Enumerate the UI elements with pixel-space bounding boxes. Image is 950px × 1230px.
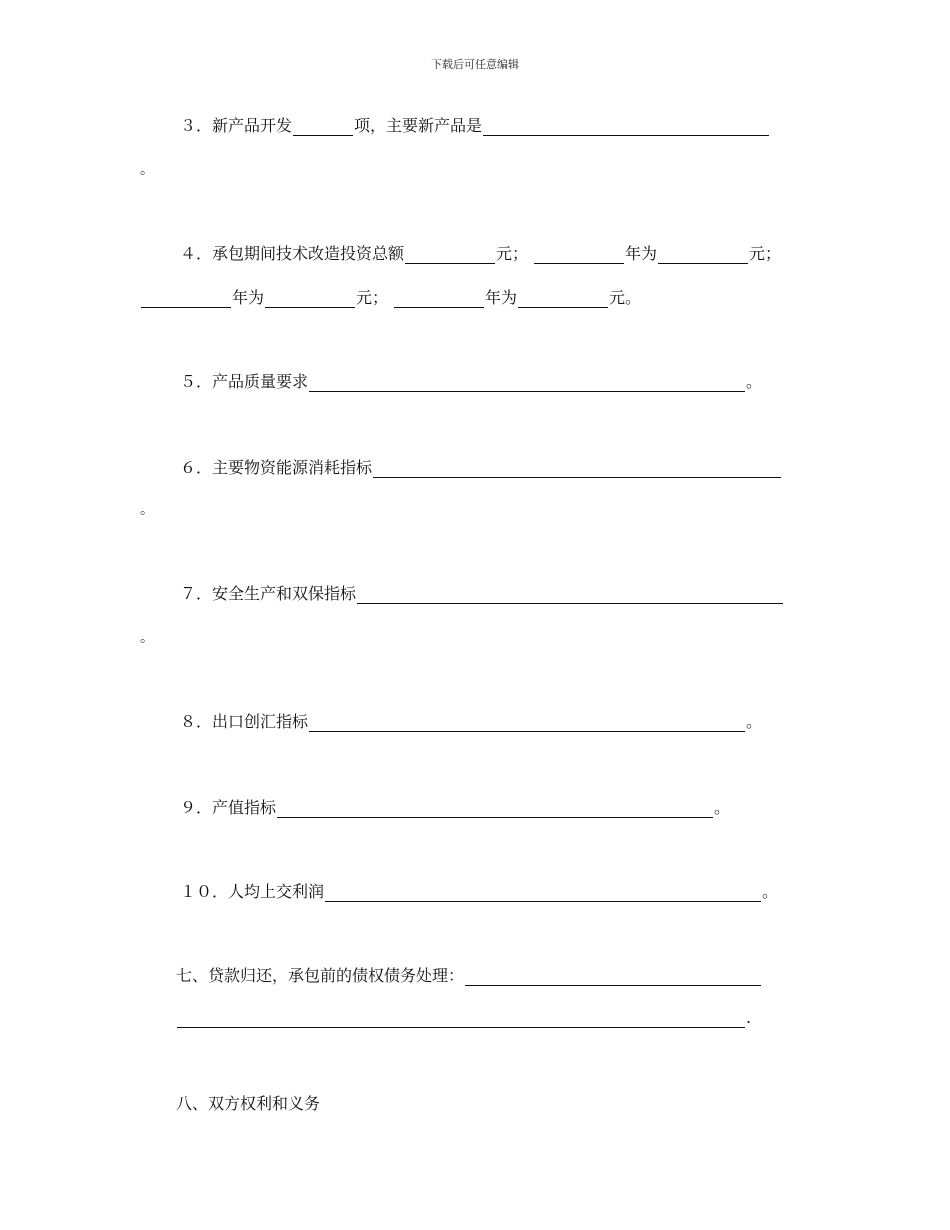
debt-handling-blank-2[interactable] [177, 1009, 745, 1028]
new-product-count-blank[interactable] [293, 117, 353, 136]
item-10-end: 。 [762, 882, 779, 901]
per-capita-profit-blank[interactable] [325, 883, 761, 902]
item-4-prefix: ４．承包期间技术改造投资总额 [180, 244, 405, 263]
debt-handling-blank-1[interactable] [465, 967, 761, 986]
section-7-end: . [746, 1008, 752, 1027]
quality-req-blank[interactable] [309, 373, 745, 392]
item-5-end: 。 [746, 372, 763, 391]
item-6-label: ６．主要物资能源消耗指标 [180, 458, 373, 477]
yuan-1: 元； [496, 244, 529, 263]
item-3-mid: 项，主要新产品是 [354, 116, 483, 135]
item-8-label: ８．出口创汇指标 [180, 712, 309, 731]
item-5-line [180, 368, 762, 392]
item-8-end: 。 [746, 712, 763, 731]
item-10-label: １０．人均上交利润 [180, 882, 325, 901]
tech-invest-total-blank[interactable] [405, 245, 495, 264]
item-6-end: 。 [140, 502, 154, 518]
nian-wei-2: 年为 [232, 288, 265, 307]
item-7-line [180, 580, 784, 604]
safety-index-blank[interactable] [357, 585, 783, 604]
item-3-end: 。 [140, 162, 154, 178]
item-5-label: ５．产品质量要求 [180, 372, 309, 391]
item-9-line [180, 794, 730, 818]
amount-3-blank[interactable] [518, 289, 608, 308]
item-9-end: 。 [714, 798, 731, 817]
main-new-products-blank[interactable] [483, 117, 769, 136]
yuan-3: 元； [356, 288, 389, 307]
item-7-end: 。 [140, 630, 154, 646]
year-1-blank[interactable] [534, 245, 624, 264]
amount-2-blank[interactable] [265, 289, 355, 308]
item-7-label: ７．安全生产和双保指标 [180, 584, 357, 603]
output-value-blank[interactable] [277, 799, 713, 818]
yuan-end: 元。 [609, 288, 642, 307]
yuan-2: 元； [749, 244, 782, 263]
section-7-line-2 [176, 1004, 751, 1028]
header-note: 下载后可任意编辑 [431, 58, 519, 71]
section-8-label: 八、双方权利和义务 [176, 1094, 321, 1113]
amount-1-blank[interactable] [658, 245, 748, 264]
item-3-line [180, 112, 770, 136]
section-7-line [176, 962, 762, 986]
item-8-line [180, 708, 762, 732]
section-7-label: 七、贷款归还，承包前的债权债务处理： [176, 966, 465, 985]
item-10-line [180, 878, 778, 902]
year-3-blank[interactable] [394, 289, 484, 308]
item-9-label: ９．产值指标 [180, 798, 277, 817]
item-3-prefix: ３．新产品开发 [180, 116, 293, 135]
section-8-heading [176, 1090, 320, 1114]
nian-wei-3: 年为 [485, 288, 518, 307]
item-4-line [180, 240, 781, 264]
export-forex-blank[interactable] [309, 713, 745, 732]
year-2-blank[interactable] [141, 289, 231, 308]
item-6-line [180, 454, 782, 478]
item-4-line-2 [140, 284, 641, 308]
nian-wei-1: 年为 [625, 244, 658, 263]
resource-consumption-blank[interactable] [373, 459, 781, 478]
